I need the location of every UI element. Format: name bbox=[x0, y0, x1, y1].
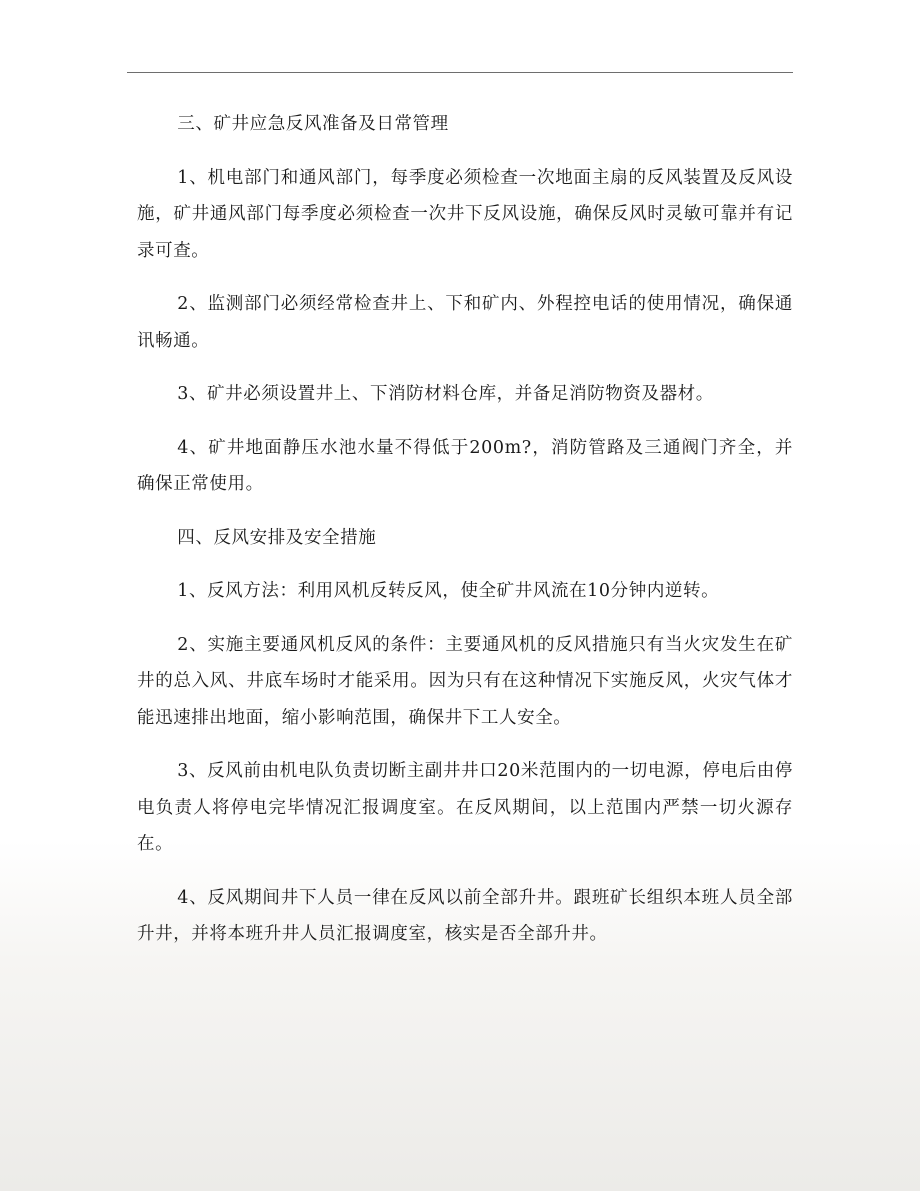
paragraph-4-1: 1、反风方法：利用风机反转反风，使全矿井风流在10分钟内逆转。 bbox=[177, 581, 720, 601]
document-body bbox=[137, 106, 793, 970]
section-heading-3: 三、矿井应急反风准备及日常管理 bbox=[177, 114, 449, 134]
paragraph-3-3: 3、矿井必须设置井上、下消防材料仓库，并备足消防物资及器材。 bbox=[177, 384, 714, 404]
section-heading-4: 四、反风安排及安全措施 bbox=[177, 527, 377, 548]
paragraph-3-1: 1、机电部门和通风部门，每季度必须检查一次地面主扇的反风装置及反风设施，矿井通风部门每季度必须检查一次井下反风设施，确保反风时灵敏可靠并有记录可查。 bbox=[137, 167, 793, 261]
paragraph-4-4: 4、反风期间井下人员一律在反风以前全部升井。跟班矿长组织本班人员全部升井，并将本班升井人员汇报调度室，核实是否全部升井。 bbox=[137, 887, 793, 944]
header-rule bbox=[127, 72, 793, 73]
paragraph-4-2: 2、实施主要通风机反风的条件：主要通风机的反风措施只有当火灾发生在矿井的总入风、井底车场时才能采用。因为只有在这种情况下实施反风，火灾气体才能迅速排出地面，缩小影响范围，确保井下工人安全。 bbox=[137, 634, 793, 728]
paragraph-3-2: 2、监测部门必须经常检查井上、下和矿内、外程控电话的使用情况，确保通讯畅通。 bbox=[137, 294, 793, 351]
paragraph-3-4: 4、矿井地面静压水池水量不得低于200m?，消防管路及三通阀门齐全，并确保正常使用。 bbox=[137, 437, 793, 494]
paragraph-4-3: 3、反风前由机电队负责切断主副井井口20米范围内的一切电源，停电后由停电负责人将停电完毕情况汇报调度室。在反风期间，以上范围内严禁一切火源存在。 bbox=[137, 761, 793, 854]
